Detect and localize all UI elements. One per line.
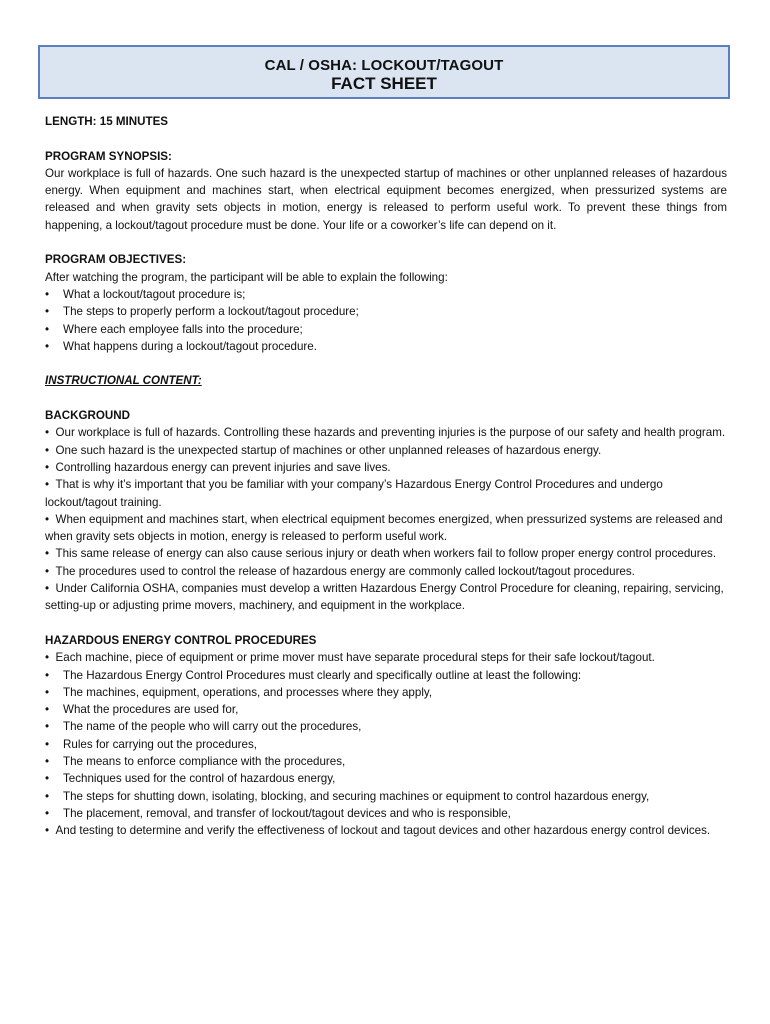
list-item: • What a lockout/tagout procedure is; bbox=[45, 287, 246, 301]
list-item: • The name of the people who will carry out the procedures, bbox=[45, 720, 362, 734]
title-box bbox=[38, 45, 730, 99]
list-item: • Our workplace is full of hazards. Controlling these hazards and preventing injuries is the purpose of our safety and health program. bbox=[45, 426, 726, 440]
synopsis-heading: PROGRAM SYNOPSIS: bbox=[45, 149, 172, 163]
list-item: • The means to enforce compliance with the procedures, bbox=[45, 754, 346, 768]
list-item: • And testing to determine and verify the effectiveness of lockout and tagout devices and other hazardous energy control devices. bbox=[45, 824, 711, 838]
list-item: • The placement, removal, and transfer of lockout/tagout devices and who is responsible, bbox=[45, 806, 511, 820]
list-item: • What happens during a lockout/tagout procedure. bbox=[45, 339, 317, 353]
list-item: • What the procedures are used for, bbox=[45, 703, 239, 717]
list-item: • Techniques used for the control of hazardous energy, bbox=[45, 772, 336, 786]
list-item: • The procedures used to control the release of hazardous energy are commonly called lockout/tagout procedures. bbox=[45, 564, 635, 578]
list-item: • The Hazardous Energy Control Procedures must clearly and specifically outline at least the following: bbox=[45, 668, 582, 682]
list-item: • Where each employee falls into the procedure; bbox=[45, 322, 303, 336]
hecp-heading: HAZARDOUS ENERGY CONTROL PROCEDURES bbox=[45, 633, 317, 647]
list-item: • This same release of energy can also cause serious injury or death when workers fail to follow proper energy control procedures. bbox=[45, 547, 717, 561]
objectives-heading: PROGRAM OBJECTIVES: bbox=[45, 253, 187, 267]
synopsis-text: Our workplace is full of hazards. One such hazard is the unexpected startup of machines or other unplanned releases of hazardous energy. When equipment and machines start, when electrical equipment becomes energized, when pressurized systems are released and when gravity sets objects in motion, energy is released to perform useful work. To prevent these things from happening, a lockout/tagout procedure must be done. Your life or a coworker’s life can depend on it. bbox=[45, 166, 727, 232]
length-line: LENGTH: 15 MINUTES bbox=[45, 115, 169, 128]
list-item: • Rules for carrying out the procedures, bbox=[45, 737, 257, 751]
document-body bbox=[45, 113, 727, 839]
list-item: • When equipment and machines start, when electrical equipment becomes energized, when pressurized systems are released and when gravity sets objects in motion, energy is released to perform useful work. bbox=[45, 512, 723, 544]
document-title: CAL / OSHA: LOCKOUT/TAGOUT bbox=[264, 57, 504, 74]
list-item: • Under California OSHA, companies must develop a written Hazardous Energy Control Procedure for cleaning, repairing, servicing, setting-up or adjusting prime movers, machinery, and equipment in the workplace. bbox=[45, 582, 724, 613]
document-subtitle: FACT SHEET bbox=[331, 74, 437, 93]
list-item: • The steps for shutting down, isolating, blocking, and securing machines or equipment to control hazardous energy, bbox=[45, 789, 650, 803]
background-heading: BACKGROUND bbox=[45, 409, 131, 423]
instructional-heading: INSTRUCTIONAL CONTENT: bbox=[45, 374, 202, 388]
objectives-intro: After watching the program, the participant will be able to explain the following: bbox=[45, 270, 448, 284]
list-item: • One such hazard is the unexpected startup of machines or other unplanned releases of hazardous energy. bbox=[45, 443, 602, 457]
list-item: • The steps to properly perform a lockout/tagout procedure; bbox=[45, 305, 359, 319]
list-item: • Controlling hazardous energy can prevent injuries and save lives. bbox=[45, 460, 391, 474]
list-item: • Each machine, piece of equipment or prime mover must have separate procedural steps for their safe lockout/tagout. bbox=[45, 651, 655, 665]
list-item: • The machines, equipment, operations, and processes where they apply, bbox=[45, 685, 433, 699]
list-item: • That is why it’s important that you be familiar with your company’s Hazardous Energy Control Procedures and undergo lockout/tagout training. bbox=[45, 478, 663, 509]
